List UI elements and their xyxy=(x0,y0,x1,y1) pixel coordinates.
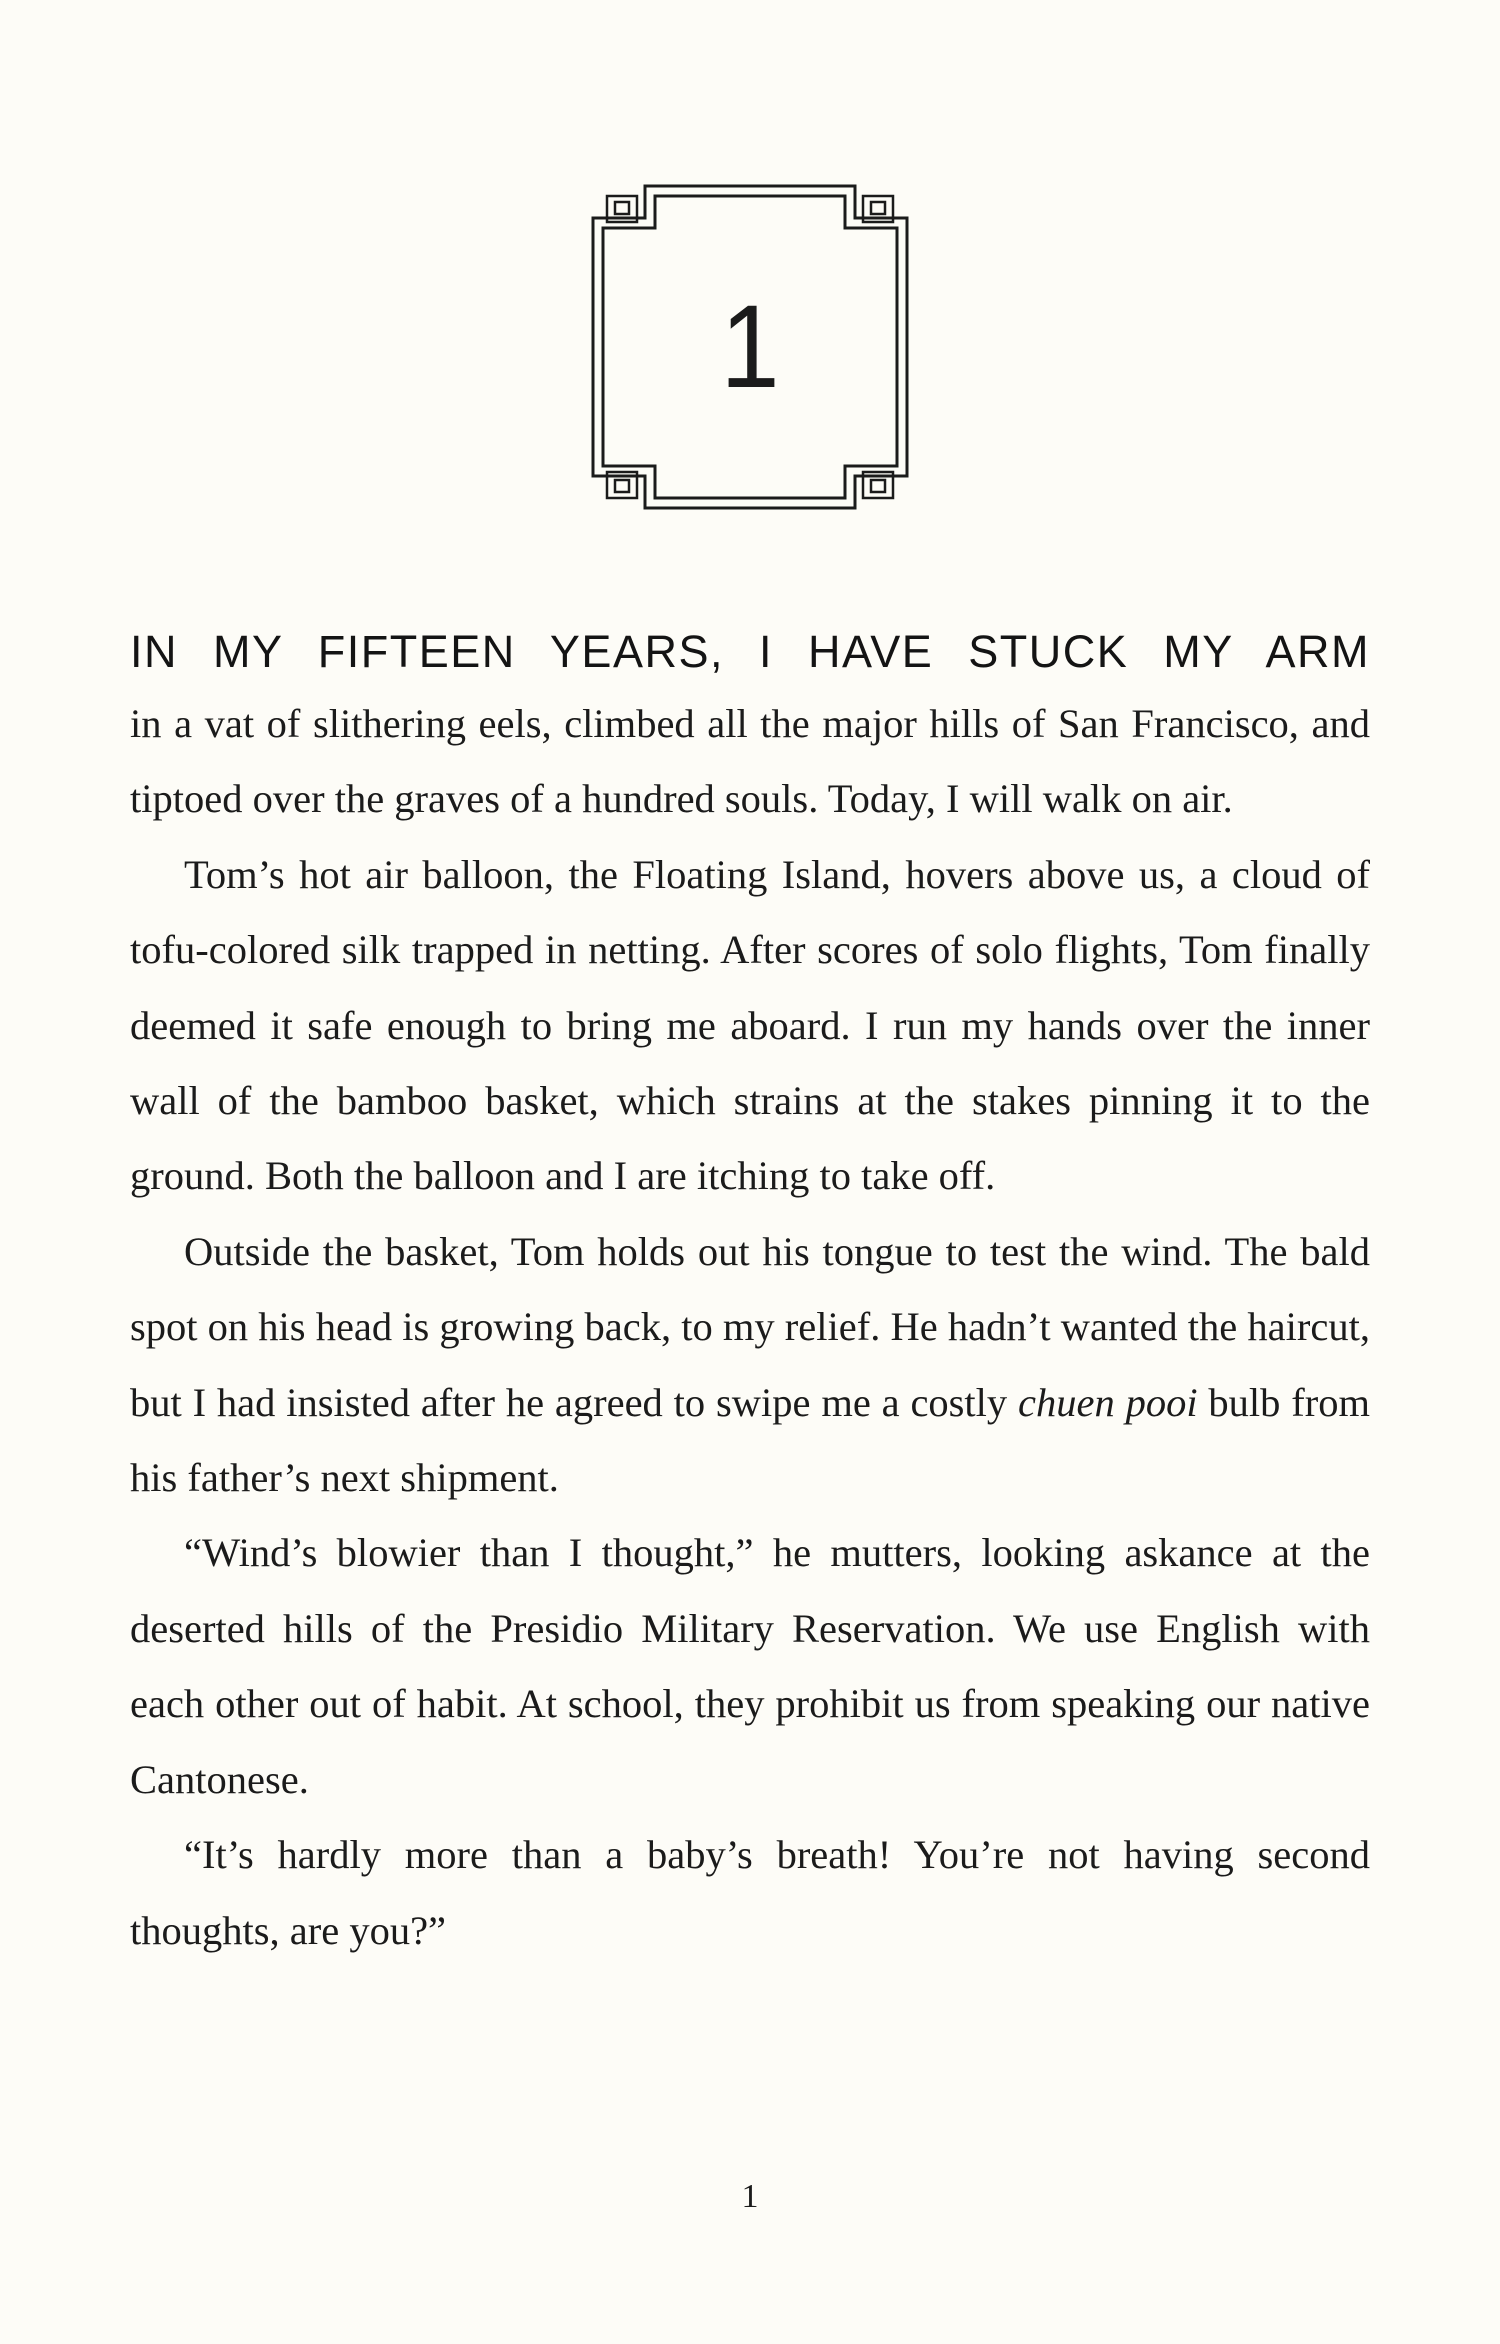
paragraph-5: “It’s hardly more than a baby’s breath! You’re not having second thoughts, are you?” xyxy=(130,1832,1370,1953)
chapter-text xyxy=(130,618,1370,1968)
paragraph-3-text-before: Outside the basket, Tom holds out his tongue to test the wind. The bald spot on his head is growing back, to my relief. He hadn’t wanted the haircut, but I had insisted after he agreed to swipe me a costly xyxy=(130,1228,1370,1425)
paragraph-1: in a vat of slithering eels, climbed all the major hills of San Francisco, and tiptoed over the graves of a hundred souls. Today, I will walk on air. xyxy=(130,701,1370,822)
paragraph-3 xyxy=(130,1214,1370,1516)
paragraph-3-italic-term: chuen pooi xyxy=(1018,1379,1198,1425)
paragraph-2: Tom’s hot air balloon, the Floating Island, hovers above us, a cloud of tofu-colored silk trapped in netting. After scores of solo flights, Tom finally deemed it safe enough to bring me aboard. I run my hands over the inner wall of the bamboo basket, which strains at the stakes pinning it to the ground. Both the balloon and I are itching to take off. xyxy=(130,851,1370,1199)
page-number: 1 xyxy=(741,2178,759,2215)
paragraph-4: “Wind’s blowier than I thought,” he mutters, looking askance at the deserted hills of the Presidio Military Reservation. We use English with each other out of habit. At school, they prohibit us from speaking our native Cantonese. xyxy=(130,1530,1370,1802)
opening-small-caps: IN MY FIFTEEN YEARS, I HAVE STUCK MY ARM xyxy=(130,626,1370,677)
paragraph-3-text-after: bulb from his father’s next shipment. xyxy=(130,1379,1370,1501)
chapter-number: 1 xyxy=(720,281,780,413)
